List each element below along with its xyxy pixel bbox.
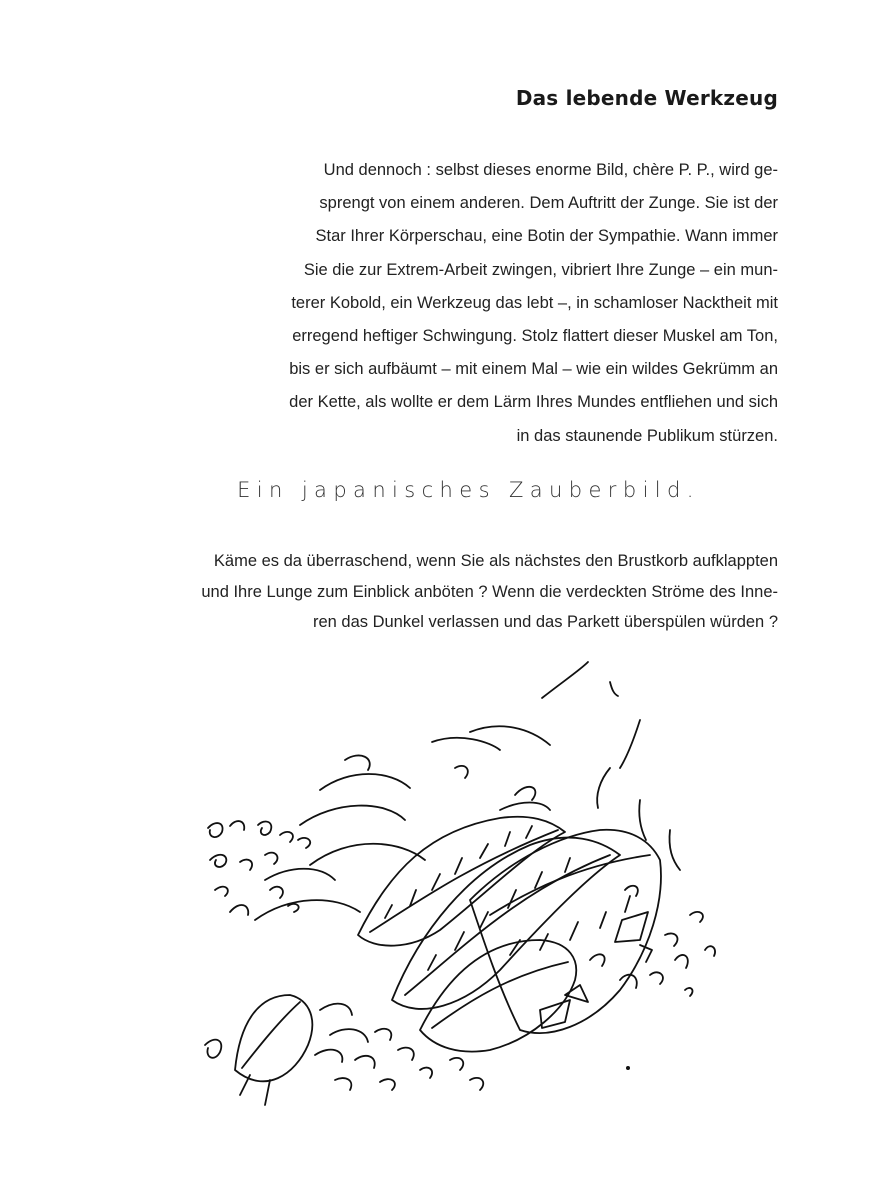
- text-line: Käme es da überraschend, wenn Sie als nächstes den Brustkorb aufklappten: [213, 552, 778, 570]
- ink-sketch-leaves-illustration: [170, 650, 790, 1120]
- paragraph-lung: [201, 546, 778, 638]
- text-line: Star Ihrer Körperschau, eine Botin der Sympathie. Wann immer: [315, 227, 778, 246]
- spaced-subheading: Ein japanisches Zauberbild.: [237, 478, 700, 502]
- text-line: ren das Dunkel verlassen und das Parkett überspülen würden ?: [312, 613, 778, 631]
- section-heading: Das lebende Werkzeug: [515, 86, 778, 110]
- text-line: in das staunende Publikum stürzen.: [516, 426, 778, 445]
- text-line: erregend heftiger Schwingung. Stolz flattert dieser Muskel am Ton,: [292, 327, 778, 346]
- text-line: Sie die zur Extrem-Arbeit zwingen, vibriert Ihre Zunge – ein mun-: [303, 260, 778, 279]
- paragraph-tongue: [289, 154, 778, 453]
- text-line: der Kette, als wollte er dem Lärm Ihres Mundes entfliehen und sich: [289, 393, 778, 412]
- text-line: terer Kobold, ein Werkzeug das lebt –, in schamloser Nacktheit mit: [291, 293, 778, 312]
- text-line: sprengt von einem anderen. Dem Auftritt der Zunge. Sie ist der: [319, 194, 778, 213]
- text-line: Und dennoch : selbst dieses enorme Bild, chère P. P., wird ge-: [323, 161, 778, 179]
- text-line: und Ihre Lunge zum Einblick anböten ? Wenn die verdeckten Ströme des Inne-: [201, 582, 778, 601]
- text-line: bis er sich aufbäumt – mit einem Mal – wie ein wildes Gekrümm an: [289, 360, 778, 379]
